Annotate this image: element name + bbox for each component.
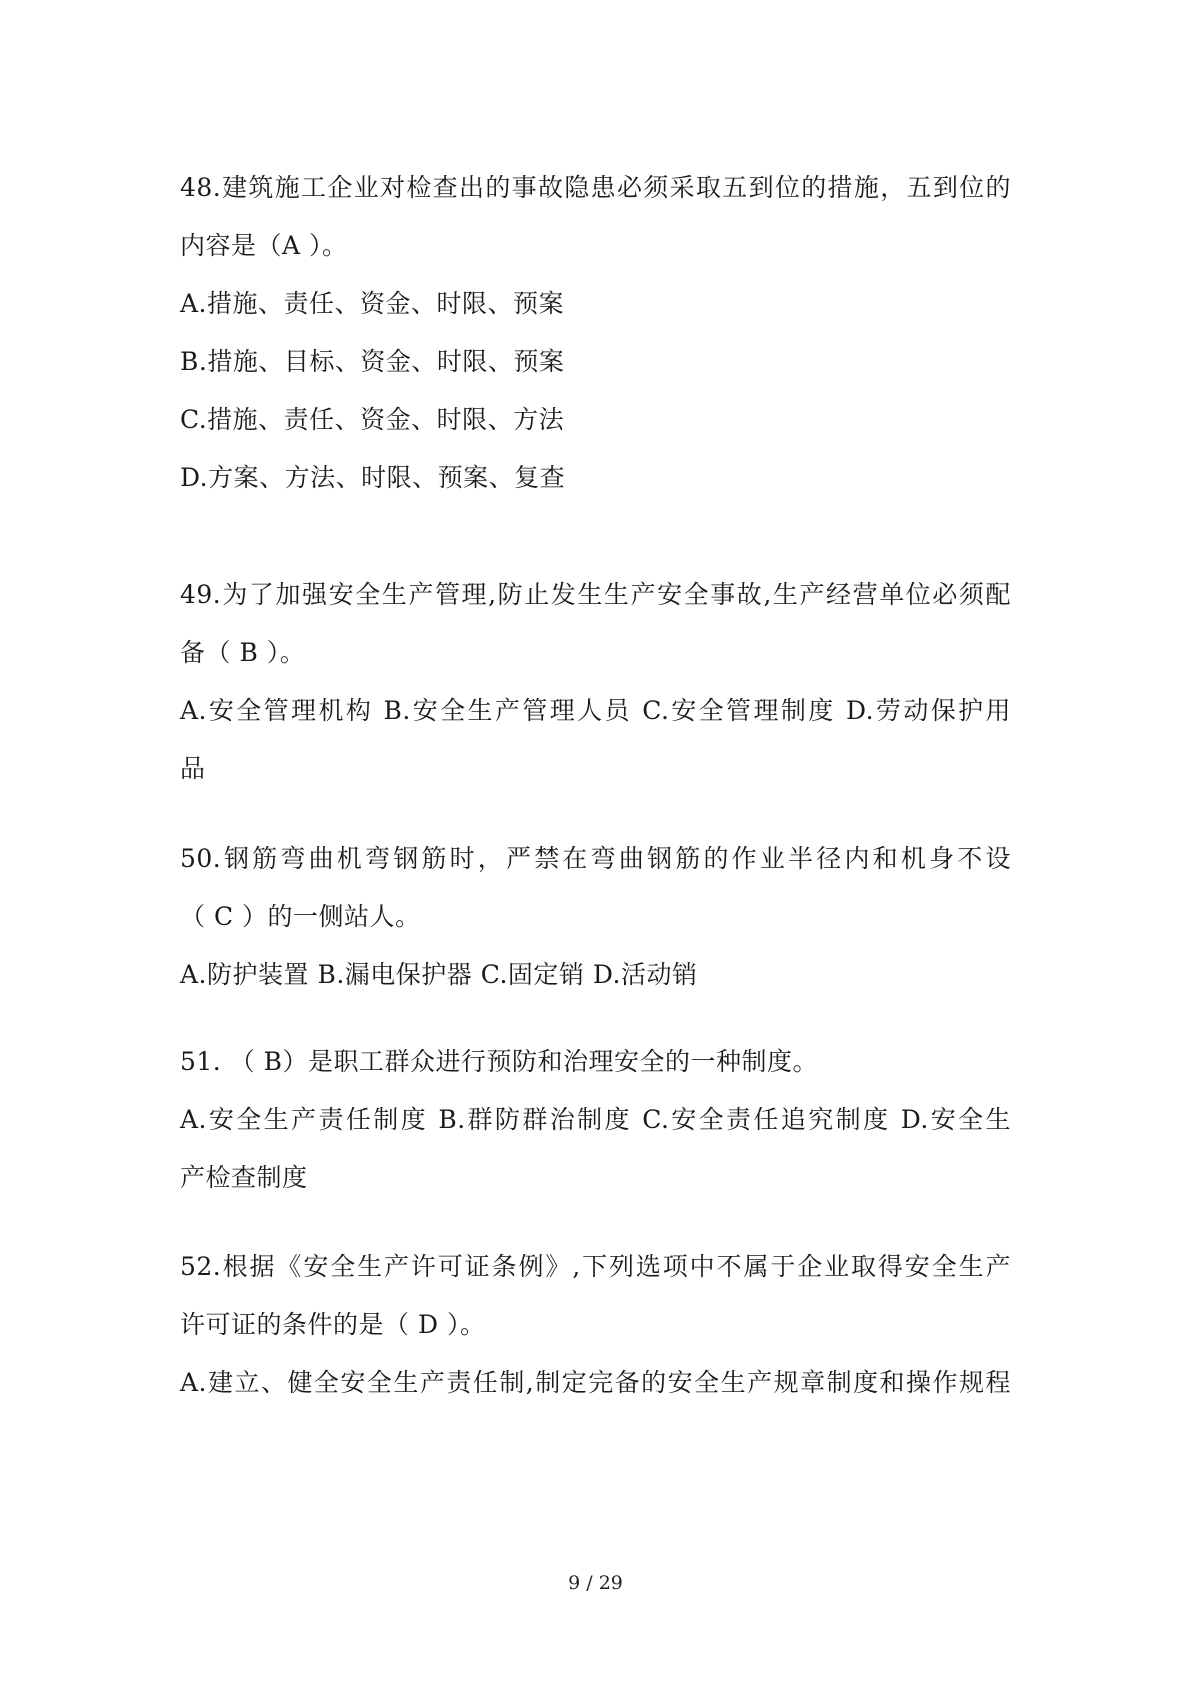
page-number: 9 / 29 <box>568 1572 623 1594</box>
question-stem-line: 48.建筑施工企业对检查出的事故隐患必须采取五到位的措施，五到位的 <box>180 173 1011 202</box>
question-stem-line: 内容是（A ）。 <box>180 231 348 260</box>
option-line: 产检查制度 <box>180 1163 308 1192</box>
question-stem-line: 52.根据《安全生产许可证条例》,下列选项中不属于企业取得安全生产 <box>180 1252 1011 1281</box>
question-stem-line: 49.为了加强安全生产管理,防止发生生产安全事故,生产经营单位必须配 <box>180 580 1011 609</box>
question-stem-line: 备（ B ）。 <box>180 638 306 667</box>
question-stem-line: （ C ）的一侧站人。 <box>180 902 421 931</box>
option-line: D.方案、方法、时限、预案、复查 <box>180 463 566 492</box>
option-line: A.安全管理机构 B.安全生产管理人员 C.安全管理制度 D.劳动保护用 <box>180 696 1011 725</box>
option-line: C.措施、责任、资金、时限、方法 <box>180 405 565 434</box>
option-line: B.措施、目标、资金、时限、预案 <box>180 347 565 376</box>
option-line: A.建立、健全安全生产责任制,制定完备的安全生产规章制度和操作规程 <box>180 1368 1011 1397</box>
option-line: 品 <box>180 754 206 783</box>
option-line: A.防护装置 B.漏电保护器 C.固定销 D.活动销 <box>180 960 698 989</box>
option-line: A.安全生产责任制度 B.群防群治制度 C.安全责任追究制度 D.安全生 <box>180 1105 1011 1134</box>
question-stem-line: 50.钢筋弯曲机弯钢筋时，严禁在弯曲钢筋的作业半径内和机身不设 <box>180 844 1011 873</box>
question-stem-line: 51. （ B）是职工群众进行预防和治理安全的一种制度。 <box>180 1047 819 1076</box>
option-line: A.措施、责任、资金、时限、预案 <box>180 289 565 318</box>
question-stem-line: 许可证的条件的是（ D ）。 <box>180 1310 486 1339</box>
